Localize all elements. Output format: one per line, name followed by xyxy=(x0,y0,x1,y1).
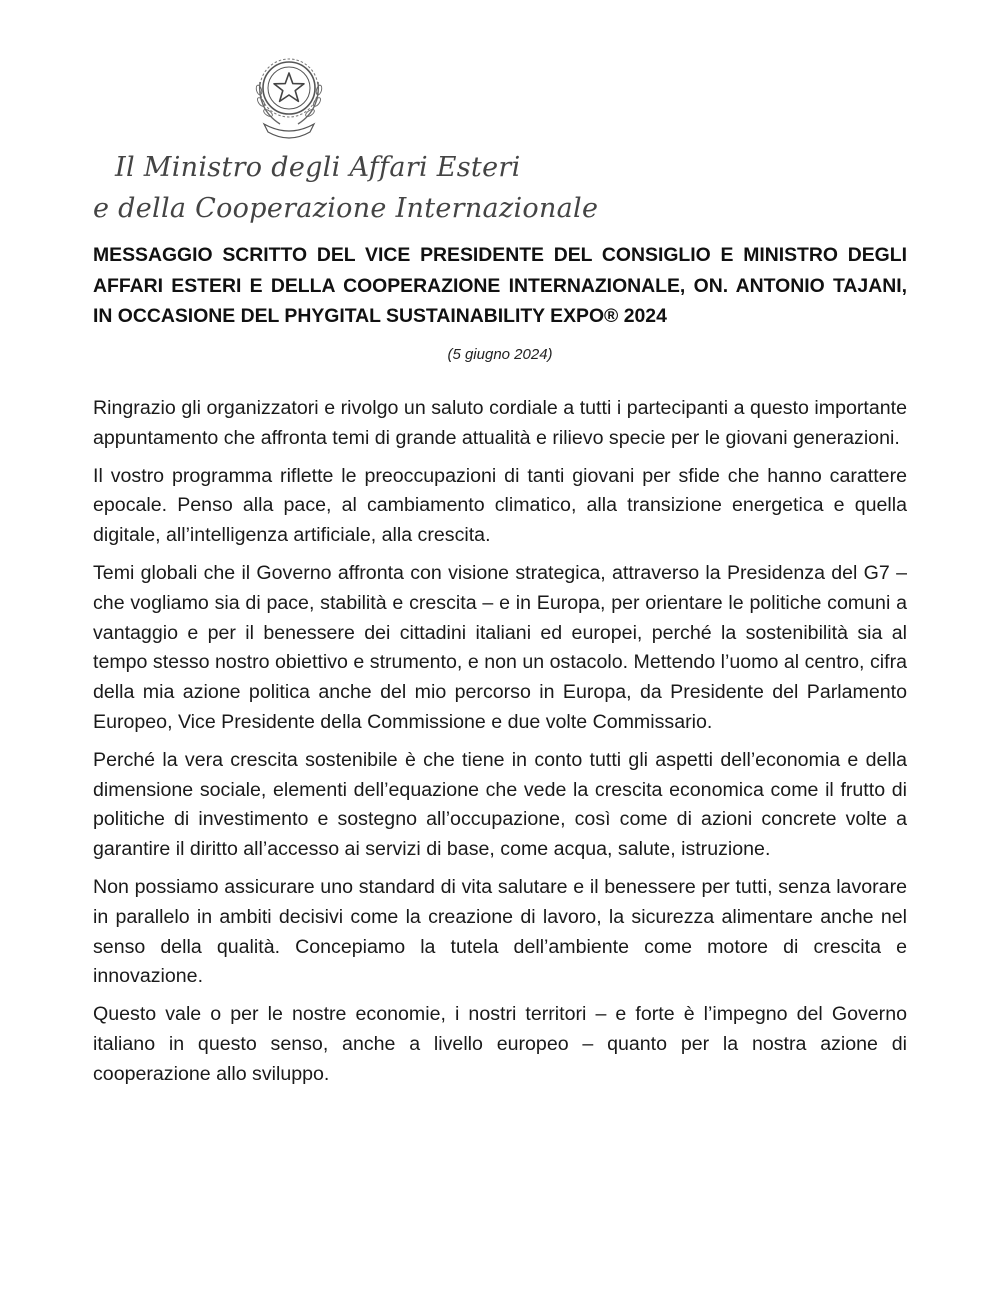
italian-republic-emblem-icon xyxy=(250,52,328,142)
ministry-name-line-2: e della Cooperazione Internazionale xyxy=(93,193,599,224)
paragraph: Temi globali che il Governo affronta con visione strategica, attraverso la Presidenza del G7 – che vogliamo sia di pace, stabilità e crescita – e in Europa, per orientare le politiche comuni a vantaggio e per il benessere dei cittadini italiani ed europei, perché la sostenibilità sia al tempo stesso nostro obiettivo e strumento, e non un ostacolo. Mettendo l’uomo al centro, cifra della mia azione politica anche del mio percorso in Europa, da Presidente del Parlamento Europeo, Vice Presidente della Commissione e due volte Commissario. xyxy=(93,561,907,733)
ministry-name-line-1: Il Ministro degli Affari Esteri xyxy=(115,152,521,183)
paragraph: Perché la vera crescita sostenibile è che tiene in conto tutti gli aspetti dell’economia e della dimensione sociale, elementi dell’equazione che vede la crescita economica come il frutto di politiche di investimento e sostegno all’occupazione, così come di azioni concrete volte a garantire il diritto all’accesso ai servizi di base, come acqua, salute, istruzione. xyxy=(93,748,907,861)
paragraph: Non possiamo assicurare uno standard di vita salutare e il benessere per tutti, senza lavorare in parallelo in ambiti decisivi come la creazione di lavoro, la sicurezza alimentare anche nel senso della qualità. Concepiamo la tutela dell’ambiente come motore di crescita e innovazione. xyxy=(93,875,907,988)
paragraph: Questo vale o per le nostre economie, i nostri territori – e forte è l’impegno del Governo italiano in questo senso, anche a livello europeo – quanto per la nostra azione di cooperazione allo sviluppo. xyxy=(93,1003,907,1085)
paragraph: Ringrazio gli organizzatori e rivolgo un saluto cordiale a tutti i partecipanti a questo importante appuntamento che affronta temi di grande attualità e rilievo specie per le giovani generazioni. xyxy=(93,397,907,449)
paragraph: Il vostro programma riflette le preoccupazioni di tanti giovani per sfide che hanno carattere epocale. Penso alla pace, al cambiamento climatico, alla transizione energetica e quella digitale, all’intelligenza artificiale, alla crescita. xyxy=(93,464,907,547)
document-title: MESSAGGIO SCRITTO DEL VICE PRESIDENTE DEL CONSIGLIO E MINISTRO DEGLI AFFARI ESTERI E DELLA COOPERAZIONE INTERNAZIONALE, ON. ANTONIO TAJANI, IN OCCASIONE DEL PHYGITAL SUSTAINABILITY EXPO® 2024 xyxy=(93,244,907,327)
document-body xyxy=(93,394,907,1098)
document-date: (5 giugno 2024) xyxy=(447,346,553,363)
